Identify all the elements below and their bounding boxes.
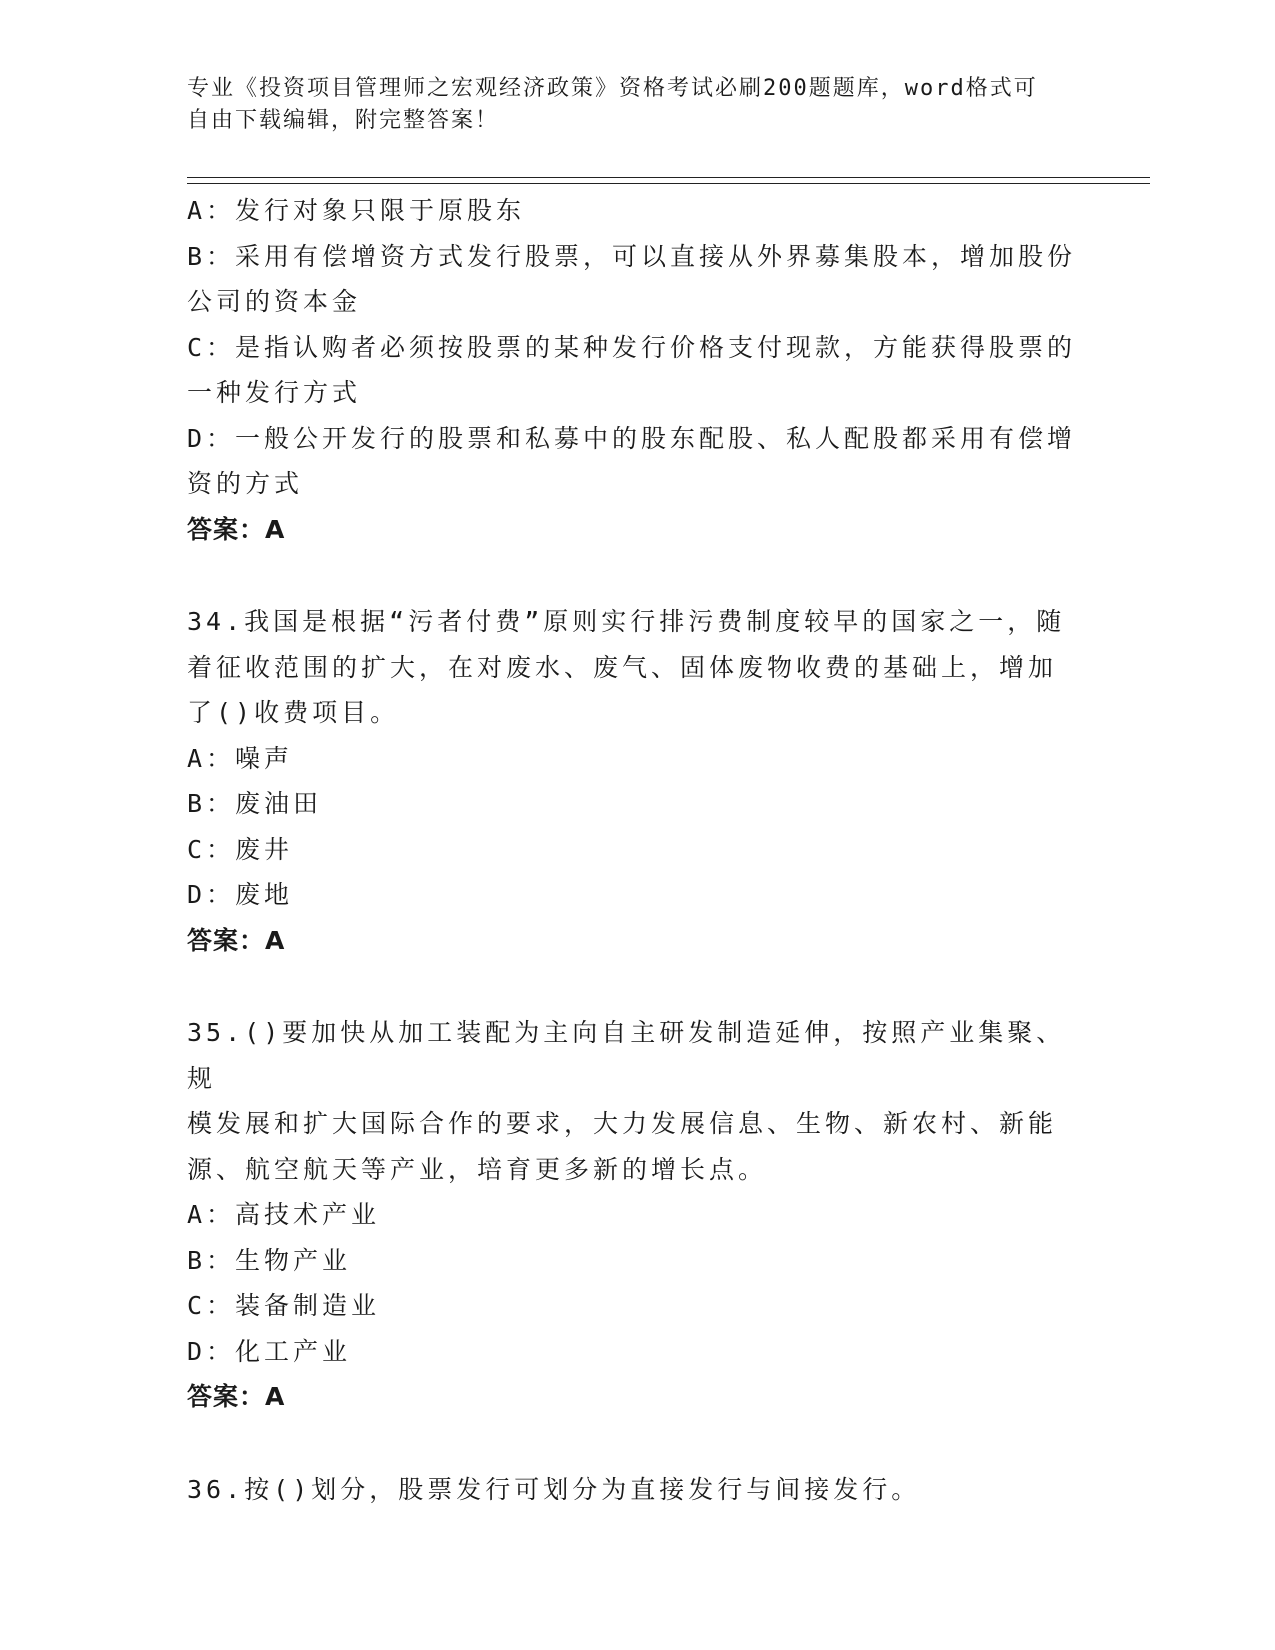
q34-stem-line-3: 了()收费项目。 [187, 698, 400, 727]
q35-stem-line-3: 源、航空航天等产业，培育更多新的增长点。 [187, 1154, 768, 1184]
header-line-1: 专业《投资项目管理师之宏观经济政策》资格考试必刷200题题库，word格式可 [187, 76, 1038, 101]
header-rule-top [187, 177, 1150, 178]
question-spacer [187, 1420, 1087, 1467]
header-line-2: 自由下载编辑，附完整答案！ [187, 108, 500, 133]
q34-option-b: B：废油田 [187, 789, 323, 818]
q34-answer: 答案：A [187, 925, 286, 955]
q35-option-b: B：生物产业 [187, 1245, 352, 1275]
question-33-options [187, 188, 1087, 552]
q35-stem-line-1: 35.()要加快从加工装配为主向自主研发制造延伸，按照产业集聚、规 [187, 1018, 1066, 1093]
q35-option-a: A：高技术产业 [187, 1200, 381, 1229]
question-35 [187, 1010, 1087, 1420]
q35-option-c: C：装备制造业 [187, 1291, 381, 1320]
q33-option-d-line-1: D：一般公开发行的股票和私募中的股东配股、私人配股都采用有偿增 [187, 423, 1077, 453]
question-spacer [187, 963, 1087, 1010]
q36-stem-line-1: 36.按()划分，股票发行可划分为直接发行与间接发行。 [187, 1474, 921, 1504]
q33-option-b-line-1: B：采用有偿增资方式发行股票，可以直接从外界募集股本，增加股份 [187, 241, 1077, 271]
q34-stem-line-1: 34.我国是根据“污者付费”原则实行排污费制度较早的国家之一，随 [187, 607, 1066, 636]
question-34 [187, 599, 1087, 963]
q33-option-c-line-2: 一种发行方式 [187, 378, 362, 407]
q33-answer: 答案：A [187, 514, 286, 544]
header-rule-bottom [187, 183, 1150, 184]
q33-option-a: A：发行对象只限于原股东 [187, 196, 526, 225]
question-content [187, 188, 1087, 1512]
q34-option-d: D：废地 [187, 880, 294, 909]
q35-stem-line-2: 模发展和扩大国际合作的要求，大力发展信息、生物、新农村、新能 [187, 1109, 1058, 1138]
q35-answer: 答案：A [187, 1382, 286, 1411]
document-header [187, 73, 1077, 137]
q34-option-a: A：噪声 [187, 743, 294, 773]
q33-option-c-line-1: C：是指认购者必须按股票的某种发行价格支付现款，方能获得股票的 [187, 332, 1077, 362]
q33-option-d-line-2: 资的方式 [187, 469, 304, 498]
question-36 [187, 1467, 1087, 1513]
q34-stem-line-2: 着征收范围的扩大，在对废水、废气、固体废物收费的基础上，增加 [187, 652, 1058, 682]
q34-option-c: C：废井 [187, 834, 294, 864]
question-spacer [187, 552, 1087, 599]
q35-option-d: D：化工产业 [187, 1336, 352, 1366]
q33-option-b-line-2: 公司的资本金 [187, 287, 362, 316]
